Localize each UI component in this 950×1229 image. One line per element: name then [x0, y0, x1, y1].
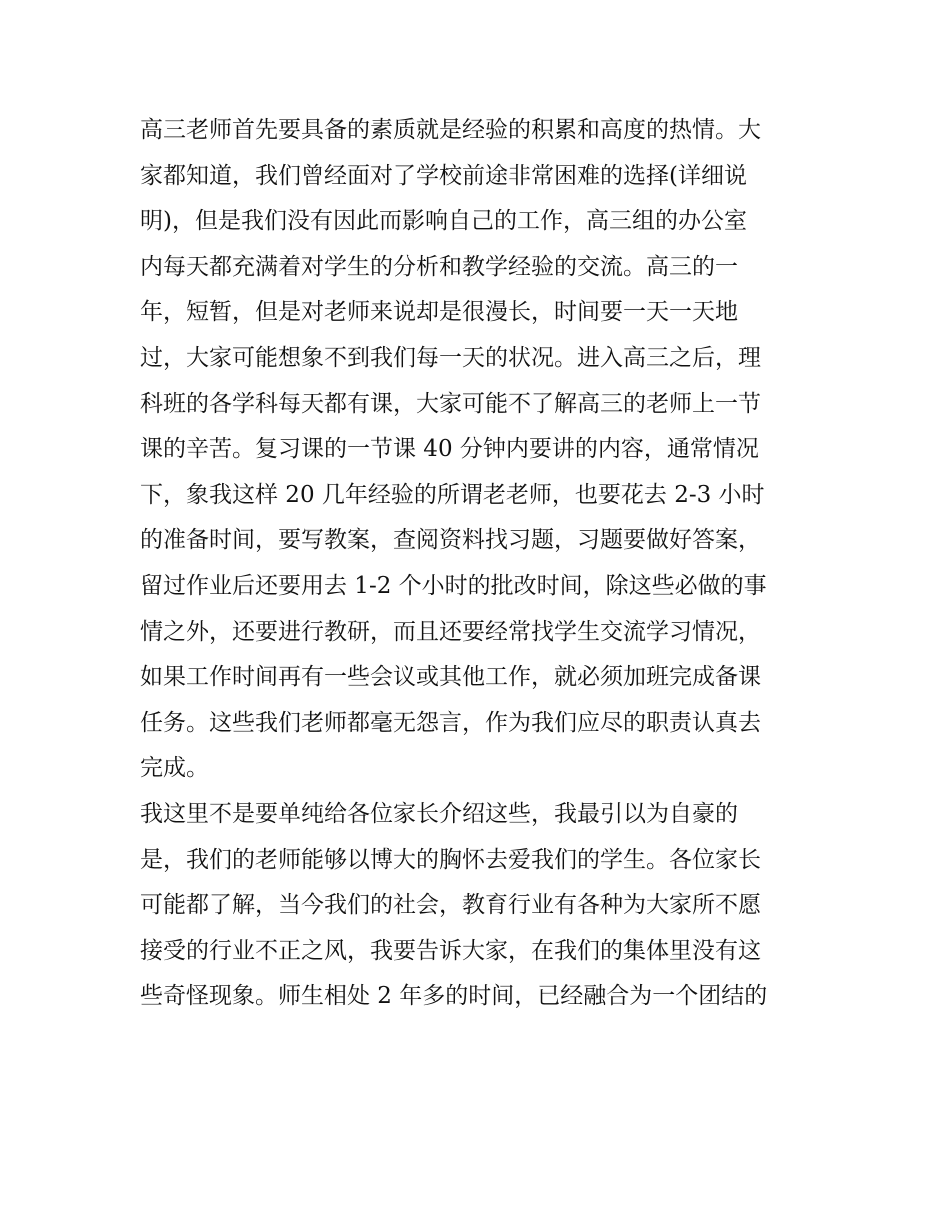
text-line: 家都知道，我们曾经面对了学校前途非常困难的选择(详细说	[140, 162, 747, 189]
text-line: 年，短暂，但是对老师来说却是很漫长，时间要一天一天地	[140, 299, 738, 326]
text-line: 下，象我这样 20 几年经验的所谓老老师，也要花去 2-3 小时	[140, 481, 765, 508]
text-line: 我这里不是要单纯给各位家长介绍这些，我最引以为自豪的	[140, 800, 738, 827]
text-line: 明)，但是我们没有因此而影响自己的工作，高三组的办公室	[140, 208, 747, 235]
text-line: 的准备时间，要写教案，查阅资料找习题，习题要做好答案，	[140, 527, 761, 554]
text-line: 内每天都充满着对学生的分析和教学经验的交流。高三的一	[140, 253, 738, 280]
text-line: 留过作业后还要用去 1-2 个小时的批改时间，除这些必做的事	[140, 572, 767, 599]
text-line: 任务。这些我们老师都毫无怨言，作为我们应尽的职责认真去	[140, 709, 761, 736]
text-line: 些奇怪现象。师生相处 2 年多的时间，已经融合为一个团结的	[140, 983, 768, 1010]
text-line: 完成。	[140, 755, 209, 782]
document-body	[140, 108, 815, 1020]
text-line: 如果工作时间再有一些会议或其他工作，就必须加班完成备课	[140, 664, 761, 691]
paragraph-2	[140, 792, 815, 1020]
text-line: 过，大家可能想象不到我们每一天的状况。进入高三之后，理	[140, 344, 761, 371]
text-line: 课的辛苦。复习课的一节课 40 分钟内要讲的内容，通常情况	[140, 436, 759, 463]
text-line: 高三老师首先要具备的素质就是经验的积累和高度的热情。大	[140, 117, 761, 143]
text-line: 情之外，还要进行教研，而且还要经常找学生交流学习情况，	[140, 618, 761, 645]
paragraph-1	[140, 108, 815, 792]
text-line: 科班的各学科每天都有课，大家可能不了解高三的老师上一节	[140, 390, 761, 417]
text-line: 接受的行业不正之风，我要告诉大家，在我们的集体里没有这	[140, 937, 761, 964]
text-line: 可能都了解，当今我们的社会，教育行业有各种为大家所不愿	[140, 892, 761, 919]
text-line: 是，我们的老师能够以博大的胸怀去爱我们的学生。各位家长	[140, 846, 761, 873]
